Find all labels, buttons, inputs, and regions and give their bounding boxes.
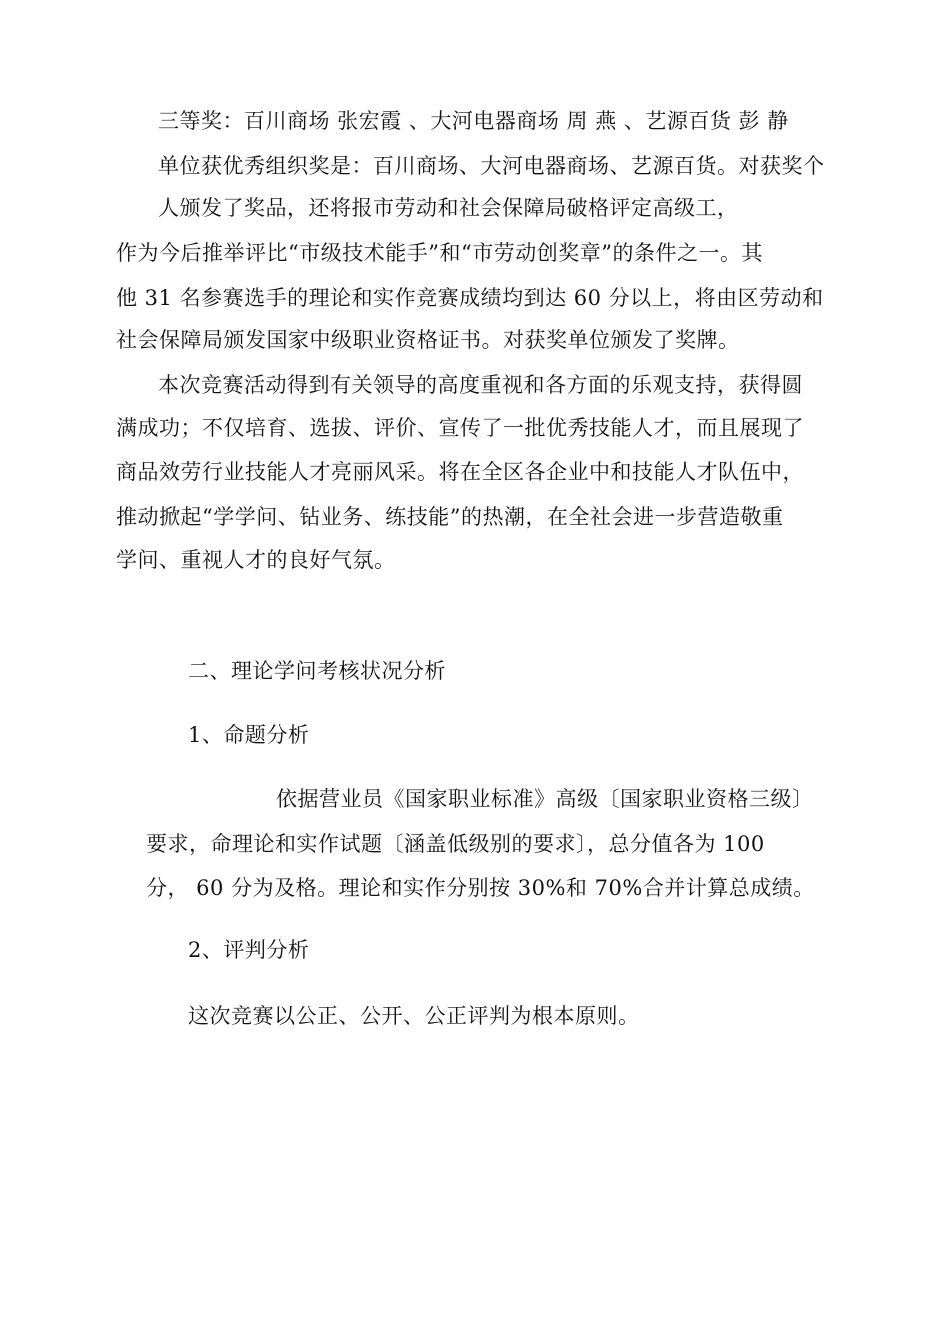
text-line-requirements: 要求，命理论和实作试题〔涵盖低级别的要求〕，总分值各为 100 — [146, 832, 765, 856]
text-line-participants: 他 31 名参赛选手的理论和实作竞赛成绩均到达 60 分以上，将由区劳动和 — [116, 286, 824, 310]
subheading-proposition-analysis: 1、命题分析 — [188, 723, 310, 747]
text-line-prizes: 人颁发了奖品，还将报市劳动和社会保障局破格评定高级工， — [158, 196, 739, 220]
text-line-organization-award: 单位获优秀组织奖是：百川商场、大河电器商场、艺源百货。对获奖个 — [158, 154, 825, 178]
text-line-principle: 这次竞赛以公正、公开、公正评判为根本原则。 — [188, 1004, 640, 1028]
text-line-summary-4: 推动掀起“学学问、钻业务、练技能”的热潮，在全社会进一步营造敬重 — [116, 505, 784, 529]
text-line-summary-3: 商品效劳行业技能人才亮丽风采。将在全区各企业中和技能人才队伍中， — [116, 460, 804, 484]
text-line-standard: 依据营业员《国家职业标准》高级〔国家职业资格三级〕 — [276, 787, 814, 811]
text-line-third-prize: 三等奖：百川商场 张宏霞 、大河电器商场 周 燕 、艺源百货 彭 静 — [158, 109, 789, 133]
section-heading-theory-analysis: 二、理论学问考核状况分析 — [188, 659, 446, 683]
text-line-scoring: 分， 60 分为及格。理论和实作分别按 30%和 70%合并计算总成绩。 — [146, 876, 815, 900]
text-line-certificates: 社会保障局颁发国家中级职业资格证书。对获奖单位颁发了奖牌。 — [116, 328, 740, 352]
subheading-judging-analysis: 2、评判分析 — [188, 938, 310, 962]
text-line-summary-5: 学问、重视人才的良好气氛。 — [116, 548, 396, 572]
text-line-summary-1: 本次竞赛活动得到有关领导的高度重视和各方面的乐观支持，获得圆 — [158, 373, 803, 397]
text-line-evaluation: 作为今后推举评比“市级技术能手”和“市劳动创奖章”的条件之一。其 — [116, 241, 763, 265]
text-line-summary-2: 满成功；不仅培育、选拔、评价、宣传了一批优秀技能人才，而且展现了 — [116, 416, 804, 440]
